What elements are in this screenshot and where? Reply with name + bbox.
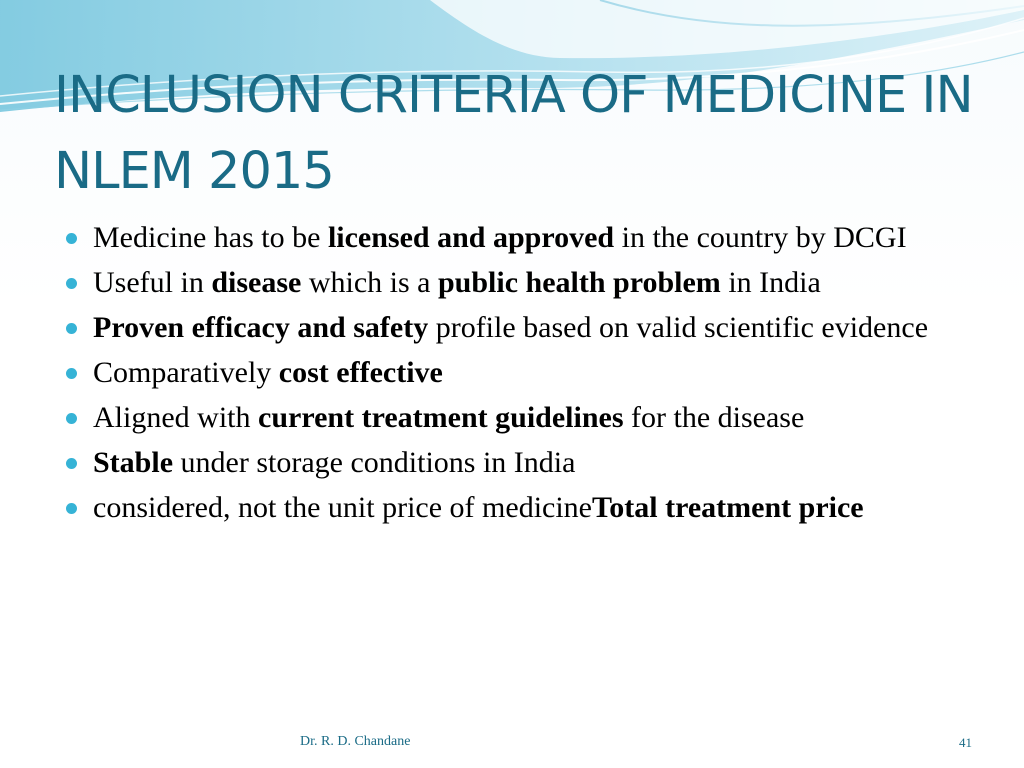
bullet-text: Comparatively xyxy=(93,356,279,389)
bullet-item xyxy=(64,265,984,301)
bullet-bold-text: disease xyxy=(211,266,302,299)
bullet-dot-icon xyxy=(66,413,77,424)
bullet-bold-text: cost effective xyxy=(278,356,443,389)
bullet-dot-icon xyxy=(66,323,77,334)
bullet-text: in India xyxy=(720,266,821,299)
bullet-bold-text: current treatment guidelines xyxy=(258,401,624,434)
bullet-text: Medicine has to be xyxy=(93,221,328,254)
bullet-bold-text: Proven efficacy and safety xyxy=(93,311,429,344)
criteria-bullet-list xyxy=(64,220,984,535)
bullet-dot-icon xyxy=(66,503,77,514)
bullet-item xyxy=(64,355,984,391)
bullet-dot-icon xyxy=(66,233,77,244)
bullet-text: under storage conditions in India xyxy=(173,446,576,479)
bullet-item xyxy=(64,400,984,436)
bullet-item xyxy=(64,490,984,526)
bullet-dot-icon xyxy=(66,368,77,379)
bullet-item xyxy=(64,220,984,256)
bullet-bold-text: Total treatment price xyxy=(592,491,864,524)
slide-title: INCLUSION CRITERIA OF MEDICINE IN NLEM 2015 xyxy=(54,66,973,201)
bullet-item xyxy=(64,310,984,346)
bullet-bold-text: public health problem xyxy=(437,266,721,299)
bullet-text: in the country by DCGI xyxy=(614,221,907,254)
footer-author: Dr. R. D. Chandane xyxy=(300,734,411,749)
footer-page-number: 41 xyxy=(959,735,972,750)
bullet-text: Useful in xyxy=(93,266,212,299)
bullet-bold-text: licensed and approved xyxy=(327,221,615,254)
bullet-bold-text: Stable xyxy=(93,446,174,479)
bullet-text: Aligned with xyxy=(93,401,258,434)
bullet-text: considered, not the unit price of medicine xyxy=(93,491,592,524)
bullet-dot-icon xyxy=(66,458,77,469)
bullet-item xyxy=(64,445,984,481)
bullet-dot-icon xyxy=(66,278,77,289)
bullet-text: which is a xyxy=(301,266,438,299)
bullet-text: profile based on valid scientific evidence xyxy=(428,311,929,344)
bullet-text: for the disease xyxy=(623,401,805,434)
